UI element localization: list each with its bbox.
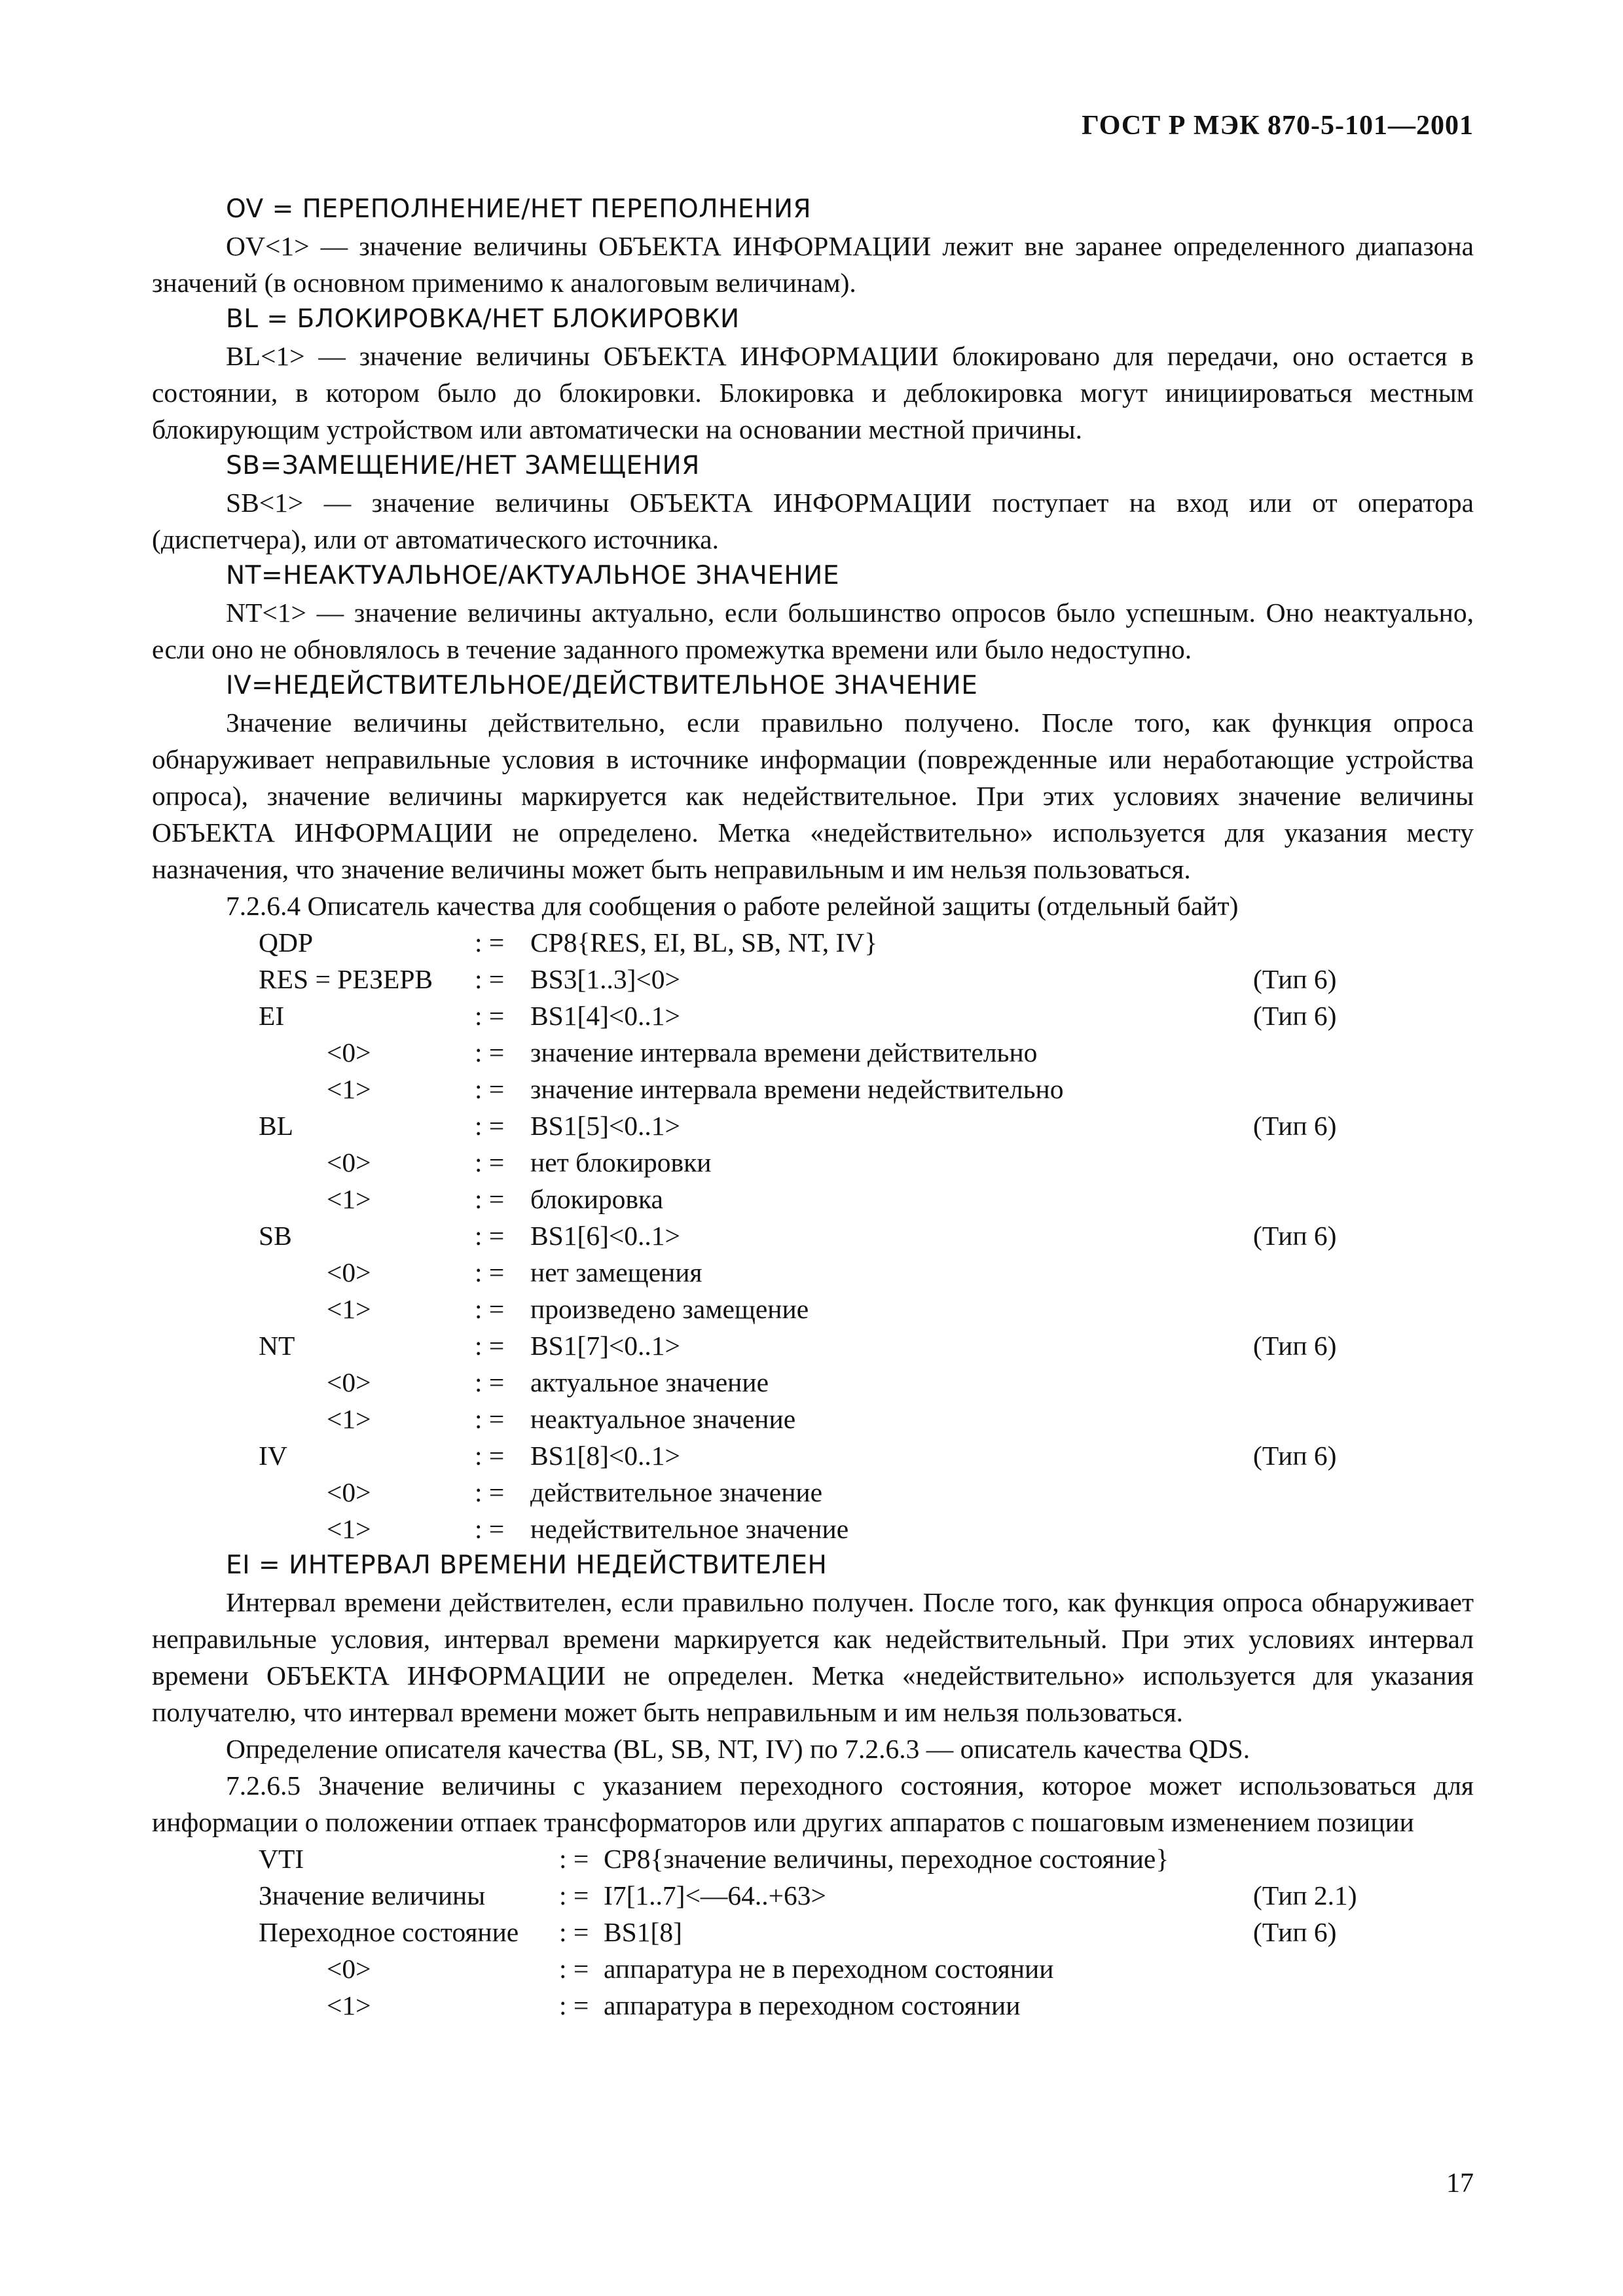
field-definition: BS1[6]<0..1>: [530, 1221, 680, 1251]
field-name: RES = РЕЗЕРВ: [259, 964, 433, 994]
definition-row: [152, 1474, 1474, 1511]
definition-operator: : =: [475, 1404, 505, 1434]
definition-operator: : =: [475, 1001, 505, 1031]
definition-operator: : =: [475, 1074, 505, 1104]
field-code: <1>: [327, 1514, 371, 1544]
field-definition: BS1[4]<0..1>: [530, 1001, 680, 1031]
field-code: <1>: [327, 1404, 371, 1434]
ov-text: OV<1> — значение величины ОБЪЕКТА ИНФОРМАЦИИ лежит вне заранее определенного диапазона значений (в основном применимо к аналоговым величинам).: [152, 231, 1474, 298]
definition-row: [152, 1437, 1474, 1474]
field-name: BL: [259, 1111, 294, 1141]
definition-row: [152, 1877, 1474, 1914]
definition-operator: : =: [475, 1514, 505, 1544]
type-reference: (Тип 6): [1253, 1221, 1337, 1251]
field-definition: произведено замещение: [530, 1294, 809, 1324]
definition-row: [152, 1511, 1474, 1547]
definition-row: [152, 1364, 1474, 1401]
field-name: NT: [259, 1331, 295, 1361]
field-definition: BS1[8]<0..1>: [530, 1441, 680, 1471]
field-name: VTI: [259, 1844, 304, 1874]
definition-operator: : =: [475, 1147, 505, 1177]
definition-operator: : =: [475, 1331, 505, 1361]
field-definition: значение интервала времени недействительно: [530, 1074, 1064, 1104]
definition-operator: : =: [475, 1184, 505, 1214]
field-definition: CP8{значение величины, переходное состояние}: [604, 1844, 1169, 1874]
field-name: QDP: [259, 927, 314, 958]
iv-text: Значение величины действительно, если правильно получено. После того, как функция опроса обнаруживает неправильные условия в источнике информации (поврежденные или неработающие устройства опроса), значение величины маркируется как недействительное. При этих условиях значение величины ОБЪЕКТА ИНФОРМАЦИИ не определено. Метка «недействительно» используется для указания месту назначения, что значение величины может быть неправильным и им нельзя пользоваться.: [152, 708, 1474, 884]
definition-operator: : =: [475, 1037, 505, 1067]
nt-heading: NT=НЕАКТУАЛЬНОЕ/АКТУАЛЬНОЕ ЗНАЧЕНИЕ: [226, 561, 839, 590]
section-7265-intro: 7.2.6.5 Значение величины с указанием переходного состояния, которое может использоваться для информации о положении отпаек трансформаторов или других аппаратов с пошаговым изменением позиции: [152, 1770, 1474, 1837]
field-definition: блокировка: [530, 1184, 663, 1214]
definition-row: [152, 1144, 1474, 1181]
vti-definition-table: [152, 1840, 1474, 2024]
definition-operator: : =: [559, 1954, 589, 1984]
field-name: Значение величины: [259, 1880, 486, 1910]
definition-row: [152, 1107, 1474, 1144]
type-reference: (Тип 6): [1253, 964, 1337, 994]
definition-row: [152, 1217, 1474, 1254]
definition-operator: : =: [559, 1844, 589, 1874]
field-definition: аппаратура в переходном состоянии: [604, 1990, 1021, 2020]
definition-row: [152, 997, 1474, 1034]
field-definition: BS1[7]<0..1>: [530, 1331, 680, 1361]
definition-row: [152, 1181, 1474, 1217]
definition-operator: : =: [475, 927, 505, 958]
field-code: <1>: [327, 1990, 371, 2020]
definition-row: [152, 1327, 1474, 1364]
definition-operator: : =: [475, 1441, 505, 1471]
sb-heading: SB=ЗАМЕЩЕНИЕ/НЕТ ЗАМЕЩЕНИЯ: [226, 451, 700, 480]
type-reference: (Тип 6): [1253, 1441, 1337, 1471]
section-7264-intro: 7.2.6.4 Описатель качества для сообщения о работе релейной защиты (отдельный байт): [226, 891, 1239, 921]
standard-header: ГОСТ Р МЭК 870-5-101—2001: [1082, 111, 1474, 141]
definition-row: [152, 1071, 1474, 1107]
field-code: <1>: [327, 1294, 371, 1324]
field-definition: действительное значение: [530, 1477, 823, 1507]
definition-row: [152, 961, 1474, 997]
ei-heading: EI = ИНТЕРВАЛ ВРЕМЕНИ НЕДЕЙСТВИТЕЛЕН: [226, 1551, 828, 1580]
field-definition: I7[1..7]<—64..+63>: [604, 1880, 826, 1910]
definition-operator: : =: [475, 1257, 505, 1287]
qds-definition: Определение описателя качества (BL, SB, NT, IV) по 7.2.6.3 — описатель качества QDS.: [226, 1734, 1250, 1764]
definition-operator: : =: [475, 1221, 505, 1251]
field-code: <1>: [327, 1184, 371, 1214]
type-reference: (Тип 6): [1253, 1001, 1337, 1031]
field-name: EI: [259, 1001, 285, 1031]
definition-operator: : =: [475, 1111, 505, 1141]
ei-text: Интервал времени действителен, если правильно получен. После того, как функция опроса обнаруживает неправильные условия, интервал времени маркируется как недействительный. При этих условиях интервал времени ОБЪЕКТА ИНФОРМАЦИИ не определен. Метка «недействительно» используется для указания получателю, что интервал времени может быть неправильным и им нельзя пользоваться.: [152, 1587, 1474, 1727]
field-definition: недействительное значение: [530, 1514, 849, 1544]
field-code: <1>: [327, 1074, 371, 1104]
field-definition: нет замещения: [530, 1257, 702, 1287]
bl-heading: BL = БЛОКИРОВКА/НЕТ БЛОКИРОВКИ: [226, 304, 740, 334]
definition-operator: : =: [475, 964, 505, 994]
field-code: <0>: [327, 1037, 371, 1067]
field-definition: BS1[8]: [604, 1917, 682, 1947]
ov-heading: OV = ПЕРЕПОЛНЕНИЕ/НЕТ ПЕРЕПОЛНЕНИЯ: [226, 194, 812, 224]
field-definition: CP8{RES, EI, BL, SB, NT, IV}: [530, 927, 878, 958]
document-body: [152, 191, 1474, 2024]
field-code: <0>: [327, 1147, 371, 1177]
field-name: IV: [259, 1441, 287, 1471]
qdp-definition-table: [152, 924, 1474, 1547]
definition-operator: : =: [559, 1917, 589, 1947]
field-definition: аппаратура не в переходном состоянии: [604, 1954, 1054, 1984]
field-definition: неактуальное значение: [530, 1404, 796, 1434]
type-reference: (Тип 6): [1253, 1917, 1337, 1947]
type-reference: (Тип 6): [1253, 1111, 1337, 1141]
definition-row: [152, 1291, 1474, 1327]
definition-operator: : =: [475, 1477, 505, 1507]
definition-row: [152, 1401, 1474, 1437]
field-name: Переходное состояние: [259, 1917, 519, 1947]
field-code: <0>: [327, 1257, 371, 1287]
field-code: <0>: [327, 1954, 371, 1984]
definition-row: [152, 1950, 1474, 1987]
field-name: SB: [259, 1221, 292, 1251]
definition-operator: : =: [559, 1880, 589, 1910]
field-definition: актуальное значение: [530, 1367, 769, 1397]
type-reference: (Тип 6): [1253, 1331, 1337, 1361]
page-number: 17: [1446, 2168, 1474, 2198]
definition-row: [152, 924, 1474, 961]
definition-operator: : =: [559, 1990, 589, 2020]
field-code: <0>: [327, 1367, 371, 1397]
definition-operator: : =: [475, 1294, 505, 1324]
iv-heading: IV=НЕДЕЙСТВИТЕЛЬНОЕ/ДЕЙСТВИТЕЛЬНОЕ ЗНАЧЕНИЕ: [226, 671, 978, 700]
type-reference: (Тип 2.1): [1253, 1880, 1357, 1910]
definition-row: [152, 1840, 1474, 1877]
field-code: <0>: [327, 1477, 371, 1507]
bl-text: BL<1> — значение величины ОБЪЕКТА ИНФОРМАЦИИ блокировано для передачи, оно остается в состоянии, в котором было до блокировки. Блокировка и деблокировка могут инициироваться местным блокирующим устройством или автоматически на основании местной причины.: [152, 341, 1474, 444]
definition-row: [152, 1034, 1474, 1071]
definition-row: [152, 1254, 1474, 1291]
field-definition: значение интервала времени действительно: [530, 1037, 1038, 1067]
sb-text: SB<1> — значение величины ОБЪЕКТА ИНФОРМАЦИИ поступает на вход или от оператора (диспетчера), или от автоматического источника.: [152, 488, 1474, 554]
definition-operator: : =: [475, 1367, 505, 1397]
field-definition: нет блокировки: [530, 1147, 712, 1177]
definition-row: [152, 1987, 1474, 2024]
field-definition: BS1[5]<0..1>: [530, 1111, 680, 1141]
nt-text: NT<1> — значение величины актуально, если большинство опросов было успешным. Оно неактуально, если оно не обновлялось в течение заданного промежутка времени или было недоступно.: [152, 598, 1474, 664]
definition-row: [152, 1914, 1474, 1950]
field-definition: BS3[1..3]<0>: [530, 964, 680, 994]
